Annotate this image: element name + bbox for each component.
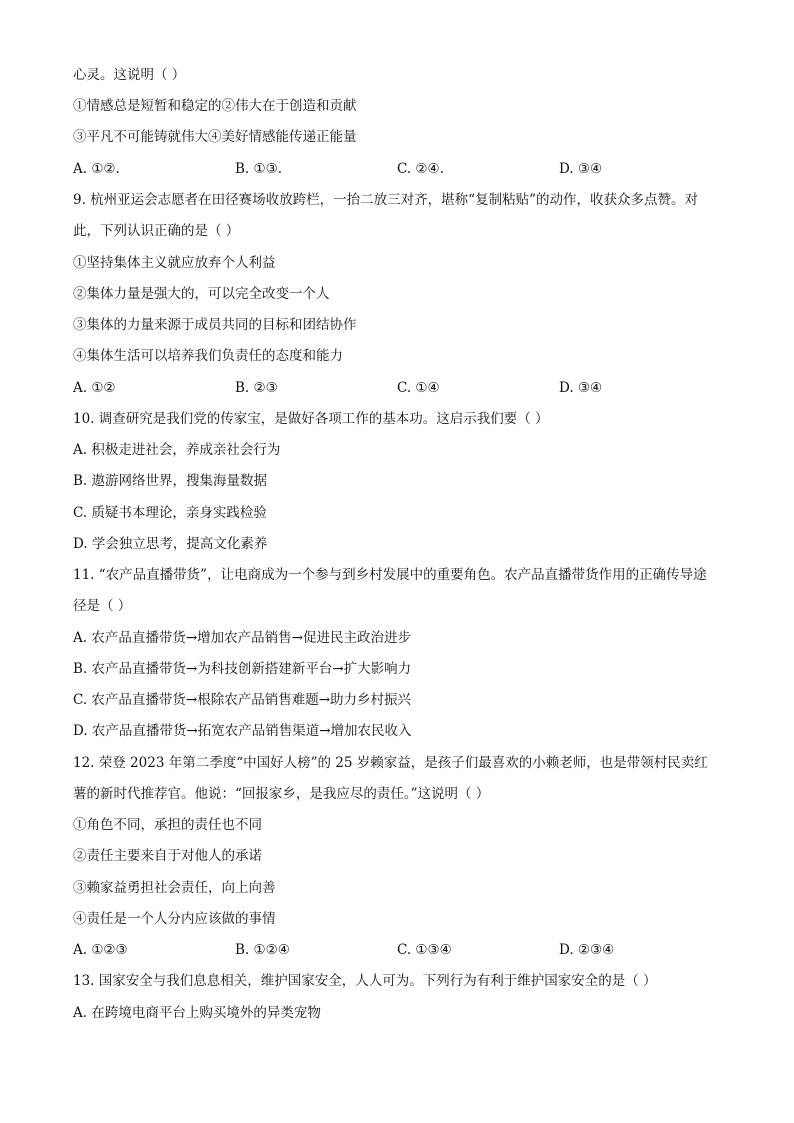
q10-option-a: A. 积极走进社会，养成亲社会行为 [73,442,281,458]
q11-option-a: A. 农产品直播带货→增加农产品销售→促进民主政治进步 [73,630,411,646]
q9-statement-4: ④集体生活可以培养我们负责任的态度和能力 [73,348,343,364]
q8-options [73,160,734,178]
q12-stem-line-2: 薯的新时代推荐官。他说：“回报家乡，是我应尽的责任。”这说明（ ） [73,786,490,802]
q9-statement-1: ①坚持集体主义就应放弃个人利益 [73,255,276,271]
q8-statement-1: ①情感总是短暂和稳定的②伟大在于创造和贡献 [73,98,357,114]
q13-stem: 13. 国家安全与我们息息相关，维护国家安全，人人可为。下列行为有利于维护国家安全的是（ ） [73,973,657,989]
q9-option-c: C. ①④ [397,380,440,396]
q12-option-c: C. ①③④ [397,942,452,958]
q12-statement-1: ①角色不同，承担的责任也不同 [73,817,262,833]
q8-option-c: C. ②④. [397,161,444,177]
q9-statement-2: ②集体力量是强大的，可以完全改变一个人 [73,286,330,302]
q12-statement-3: ③赖家益勇担社会责任，向上向善 [73,880,276,896]
q12-stem-line-1: 12. 荣登 2023 年第二季度“中国好人榜”的 25 岁赖家益，是孩子们最喜欢的小赖老师，也是带领村民卖红 [73,755,708,771]
q8-stem-tail: 心灵。这说明（ ） [73,67,186,83]
q10-stem: 10. 调查研究是我们党的传家宝，是做好各项工作的基本功。这启示我们要（ ） [73,411,549,427]
q12-options [73,941,734,959]
q8-statement-2: ③平凡不可能铸就伟大④美好情感能传递正能量 [73,129,357,145]
q11-stem-line-2: 径是（ ） [73,598,132,614]
q9-stem-line-1: 9. 杭州亚运会志愿者在田径赛场收放跨栏，一抬二放三对齐，堪称“复制粘贴”的动作，收获众多点赞。对 [73,192,698,208]
q9-option-a: A. ①② [73,380,116,396]
q8-option-a: A. ①②. [73,161,120,177]
q8-option-b: B. ①③. [235,161,282,177]
q10-option-d: D. 学会独立思考，提高文化素养 [73,536,268,552]
q11-option-b: B. 农产品直播带货→为科技创新搭建新平台→扩大影响力 [73,661,412,677]
q12-option-d: D. ②③④ [559,942,615,958]
q12-option-a: A. ①②③ [73,942,128,958]
q12-statement-2: ②责任主要来自于对他人的承诺 [73,848,262,864]
q9-options [73,379,734,397]
q10-option-c: C. 质疑书本理论，亲身实践检验 [73,505,267,521]
q9-option-b: B. ②③ [235,380,278,396]
q9-option-d: D. ③④ [559,380,603,396]
q13-option-a: A. 在跨境电商平台上购买境外的异类宠物 [73,1005,321,1021]
q9-stem-line-2: 此，下列认识正确的是（ ） [73,223,240,239]
q12-option-b: B. ①②④ [235,942,290,958]
q11-stem-line-1: 11. “农产品直播带货”，让电商成为一个参与到乡村发展中的重要角色。农产品直播带货作用的正确传导途 [73,567,707,583]
q11-option-c: C. 农产品直播带货→根除农产品销售难题→助力乡村振兴 [73,692,412,708]
q9-statement-3: ③集体的力量来源于成员共同的目标和团结协作 [73,317,357,333]
q11-option-d: D. 农产品直播带货→拓宽农产品销售渠道→增加农民收入 [73,723,412,739]
q12-statement-4: ④责任是一个人分内应该做的事情 [73,911,276,927]
q10-option-b: B. 遨游网络世界，搜集海量数据 [73,473,268,489]
q8-option-d: D. ③④ [559,161,603,177]
